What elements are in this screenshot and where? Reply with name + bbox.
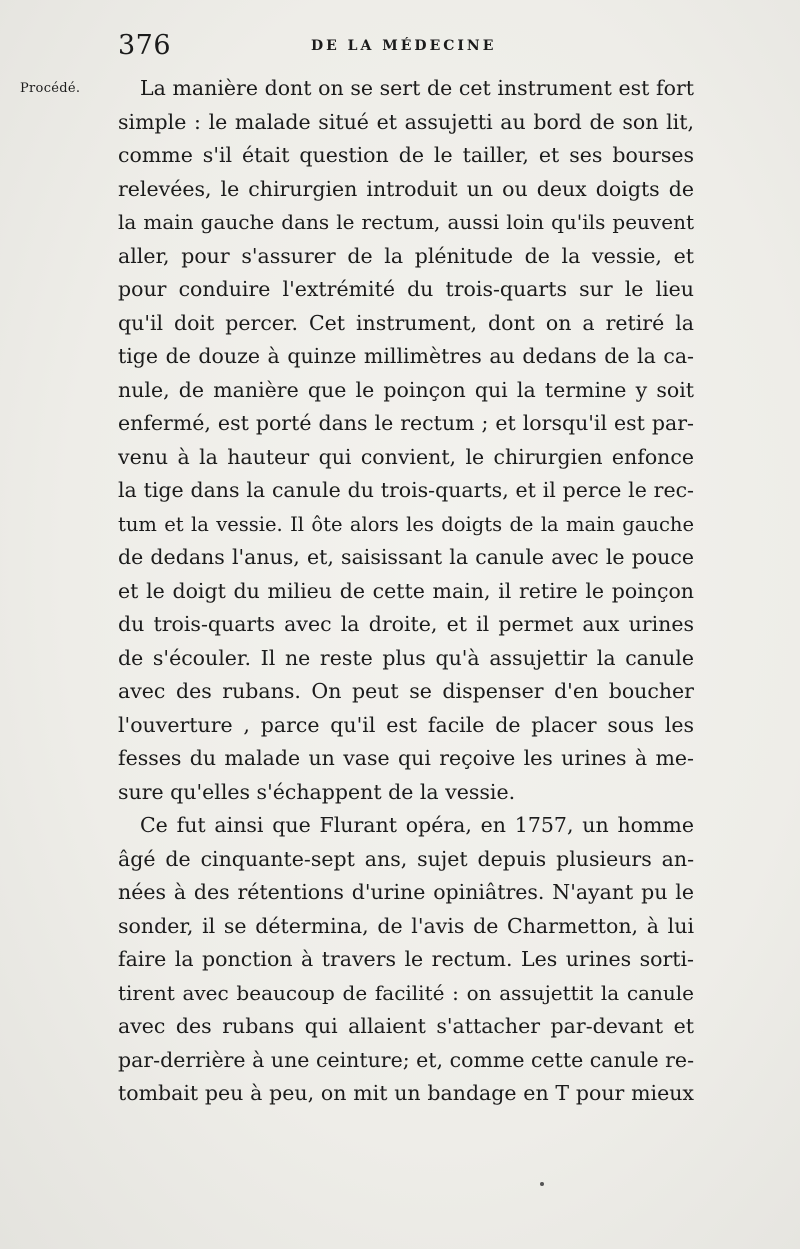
text-line: tige de douze à quinze millimètres au dedans de la ca- (118, 344, 694, 368)
text-line: avec des rubans. On peut se dispenser d'en boucher (118, 679, 694, 703)
ink-dot (540, 1182, 544, 1186)
text-line: tirent avec beaucoup de facilité : on assujettit la canule (118, 980, 694, 1005)
text-line: la main gauche dans le rectum, aussi loin qu'ils peuvent (118, 210, 694, 234)
text-line: tombait peu à peu, on mit un bandage en T pour mieux (118, 1081, 694, 1105)
text-line: La manière dont on se sert de cet instrument est fort (140, 76, 694, 100)
page-header (118, 30, 698, 64)
running-head: DE LA MÉDECINE (311, 38, 497, 54)
text-line: pour conduire l'extrémité du trois-quarts sur le lieu (118, 277, 694, 301)
text-line: Ce fut ainsi que Flurant opéra, en 1757, un homme (140, 813, 694, 837)
text-line: la tige dans la canule du trois-quarts, et il perce le rec- (118, 478, 694, 502)
text-line: sonder, il se détermina, de l'avis de Charmetton, à lui (118, 913, 694, 938)
text-line: faire la ponction à travers le rectum. Les urines sorti- (118, 947, 694, 971)
text-line: aller, pour s'assurer de la plénitude de la vessie, et (118, 243, 694, 268)
text-line: de dedans l'anus, et, saisissant la canule avec le pouce (118, 545, 694, 569)
text-line: simple : le malade situé et assujetti au bord de son lit, (118, 109, 694, 134)
text-line: du trois-quarts avec la droite, et il permet aux urines (118, 612, 694, 636)
body-text (118, 72, 694, 1111)
text-line: de s'écouler. Il ne reste plus qu'à assujettir la canule (118, 645, 694, 670)
text-line: nées à des rétentions d'urine opiniâtres. N'ayant pu le (118, 880, 694, 904)
margin-note: Procédé. (20, 81, 81, 96)
text-line: sure qu'elles s'échappent de la vessie. (118, 779, 516, 804)
text-line: par-derrière à une ceinture; et, comme cette canule re- (118, 1047, 694, 1072)
text-line: fesses du malade un vase qui reçoive les urines à me- (118, 746, 694, 770)
text-line: âgé de cinquante-sept ans, sujet depuis plusieurs an- (118, 846, 694, 871)
text-line: tum et la vessie. Il ôte alors les doigts de la main gauche (118, 512, 694, 536)
text-line: et le doigt du milieu de cette main, il retire le poinçon (118, 578, 694, 603)
text-line: venu à la hauteur qui convient, le chirurgien enfonce (118, 444, 694, 469)
text-line: l'ouverture , parce qu'il est facile de placer sous les (118, 712, 694, 737)
text-line: nule, de manière que le poinçon qui la termine y soit (118, 377, 694, 402)
page-number: 376 (118, 30, 172, 61)
text-line: qu'il doit percer. Cet instrument, dont on a retiré la (118, 310, 694, 335)
text-line: comme s'il était question de le tailler, et ses bourses (118, 143, 694, 167)
text-line: relevées, le chirurgien introduit un ou deux doigts de (118, 176, 694, 201)
text-line: enfermé, est porté dans le rectum ; et lorsqu'il est par- (118, 411, 694, 435)
text-line: avec des rubans qui allaient s'attacher par-devant et (118, 1014, 694, 1038)
